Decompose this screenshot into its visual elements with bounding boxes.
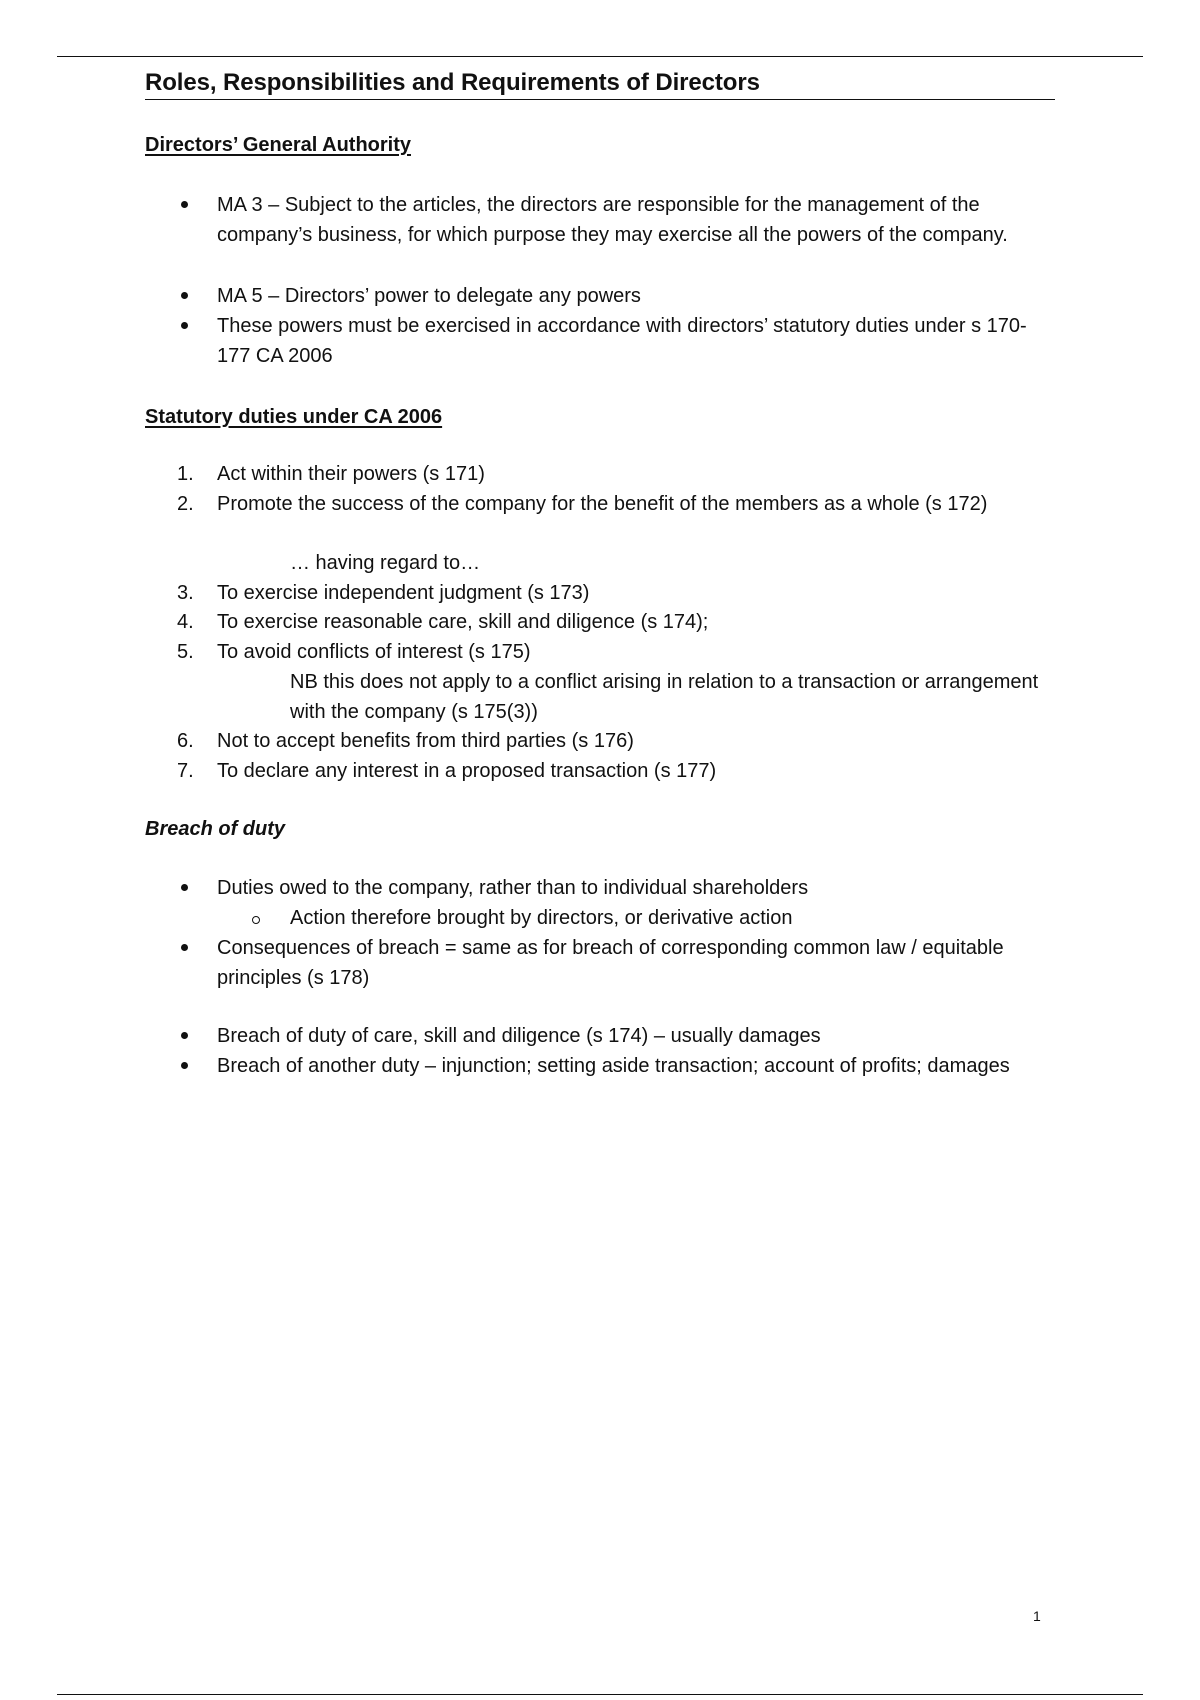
bullet-icon xyxy=(181,1032,188,1039)
breach-bullet-4: Breach of another duty – injunction; setting aside transaction; account of profits; damages xyxy=(217,1055,1010,1077)
general-authority-bullet-1: MA 3 – Subject to the articles, the directors are responsible for the management of the company’s business, for which purpose they may exercise all the powers of the company. xyxy=(217,194,1008,246)
list-item xyxy=(290,904,1050,934)
bullet-icon xyxy=(181,292,188,299)
list-number: 2. xyxy=(177,493,194,515)
page-number: 1 xyxy=(1033,1608,1041,1624)
list-item xyxy=(217,312,1057,371)
list-item xyxy=(217,282,1057,312)
list-item xyxy=(217,191,1057,250)
breach-bullet-3: Breach of duty of care, skill and diligence (s 174) – usually damages xyxy=(217,1025,821,1047)
bullet-icon xyxy=(181,201,188,208)
duty-text: Not to accept benefits from third parties (s 176) xyxy=(217,730,634,752)
duty-text: To exercise reasonable care, skill and diligence (s 174); xyxy=(217,611,709,633)
general-authority-bullet-2: MA 5 – Directors’ power to delegate any powers xyxy=(217,285,641,307)
duty-text: Act within their powers (s 171) xyxy=(217,463,485,485)
breach-bullet-1: Duties owed to the company, rather than to individual shareholders xyxy=(217,877,809,899)
list-item xyxy=(217,874,1057,904)
list-item xyxy=(177,608,1057,638)
list-item xyxy=(177,727,1057,757)
statutory-duties-heading: Statutory duties under CA 2006 xyxy=(145,406,443,428)
list-number: 4. xyxy=(177,611,194,633)
list-item xyxy=(177,490,1057,520)
bullet-icon xyxy=(181,944,188,951)
list-item xyxy=(177,579,1057,609)
list-item xyxy=(177,460,1057,490)
list-number: 5. xyxy=(177,641,194,663)
list-number: 3. xyxy=(177,582,194,604)
breach-heading: Breach of duty xyxy=(145,818,286,840)
page-title: Roles, Responsibilities and Requirements of Directors xyxy=(145,68,1055,100)
list-item xyxy=(217,934,1057,993)
duty-text: To exercise independent judgment (s 173) xyxy=(217,582,590,604)
list-item xyxy=(217,1052,1057,1082)
duty-text: To declare any interest in a proposed transaction (s 177) xyxy=(217,760,717,782)
general-authority-heading: Directors’ General Authority xyxy=(145,134,411,156)
bullet-icon xyxy=(181,1062,188,1069)
having-regard-note: … having regard to… xyxy=(290,552,481,574)
bullet-icon xyxy=(181,884,188,891)
list-number: 6. xyxy=(177,730,194,752)
list-number: 1. xyxy=(177,463,194,485)
bullet-icon xyxy=(181,322,188,329)
breach-bullet-2: Consequences of breach = same as for breach of corresponding common law / equitable principles (s 178) xyxy=(217,937,1004,989)
list-item xyxy=(177,638,1057,668)
list-number: 7. xyxy=(177,760,194,782)
top-rule xyxy=(57,56,1143,57)
duty-text: Promote the success of the company for the benefit of the members as a whole (s 172) xyxy=(217,493,988,515)
list-item xyxy=(217,1022,1057,1052)
breach-sub-bullet: Action therefore brought by directors, or derivative action xyxy=(290,907,793,929)
general-authority-bullet-3: These powers must be exercised in accordance with directors’ statutory duties under s 170-177 CA 2006 xyxy=(217,315,1027,367)
bottom-rule xyxy=(57,1694,1143,1695)
nb-note: NB this does not apply to a conflict arising in relation to a transaction or arrangement with the company (s 175(3)) xyxy=(290,671,1039,723)
circle-bullet-icon xyxy=(252,916,260,924)
list-item xyxy=(177,757,1057,787)
duty-text: To avoid conflicts of interest (s 175) xyxy=(217,641,531,663)
